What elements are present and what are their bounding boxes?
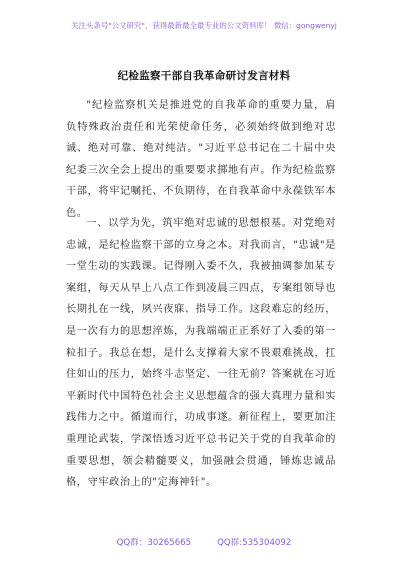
paragraph-text: 一、以学为先，筑牢绝对忠诚的思想根基。对党绝对忠诚，是纪检监察干部的立身之本。对我而言，"忠诚"是一堂生动的实践课。记得刚入委不久，我被抽调参加某专案组，每天从早上八点工作到凌晨三四点，专案组领导也长期扎在一线，夙兴夜寐、指导工作。这段难忘的经历，是一次有力的思想淬炼，为我端端正正系好了入委的第一粒扣子。我总在想，是什么支撑着大家不畏艰难挑战，扛住如山的压力，始终斗志坚定、一往无前？答案就在习近平新时代中国特色社会主义思想蕴含的强大真理力量和实践伟力之中。循道而行，功成事遂。新征程上，要更加注重理论武装，学深悟透习近平总书记关于党的自我革命的重要思想，领会精髓要义，加强融会贯通，锤炼忠诚品格，守牢政治上的"定海神针"。 <box>66 218 336 489</box>
paragraph-text: "纪检监察机关是推进党的自我革命的重要力量，肩负特殊政治责任和光荣使命任务，必须始终做到绝对忠诚、绝对可靠、绝对纯洁。"习近平总书记在二十届中央纪委三次全会上提出的重要要求掷地有声。作为纪检监察干部，将牢记嘱托、不负期待，在自我革命中永葆铁军本色。 <box>66 100 336 219</box>
paragraph-section-1 <box>66 213 336 494</box>
footer-qq-group-2: QQ群:535304092 <box>217 538 292 548</box>
header-banner: 关注头条号"公文研究"，获得最新最全最专业的公文资料库！ 微信：gongwenyj <box>71 21 337 30</box>
footer-qq-group-1: QQ群：30265665 <box>116 538 192 548</box>
paragraph-intro <box>66 95 336 225</box>
footer <box>0 536 408 548</box>
document-title: 纪检监察干部自我革命研讨发言材料 <box>117 70 291 82</box>
